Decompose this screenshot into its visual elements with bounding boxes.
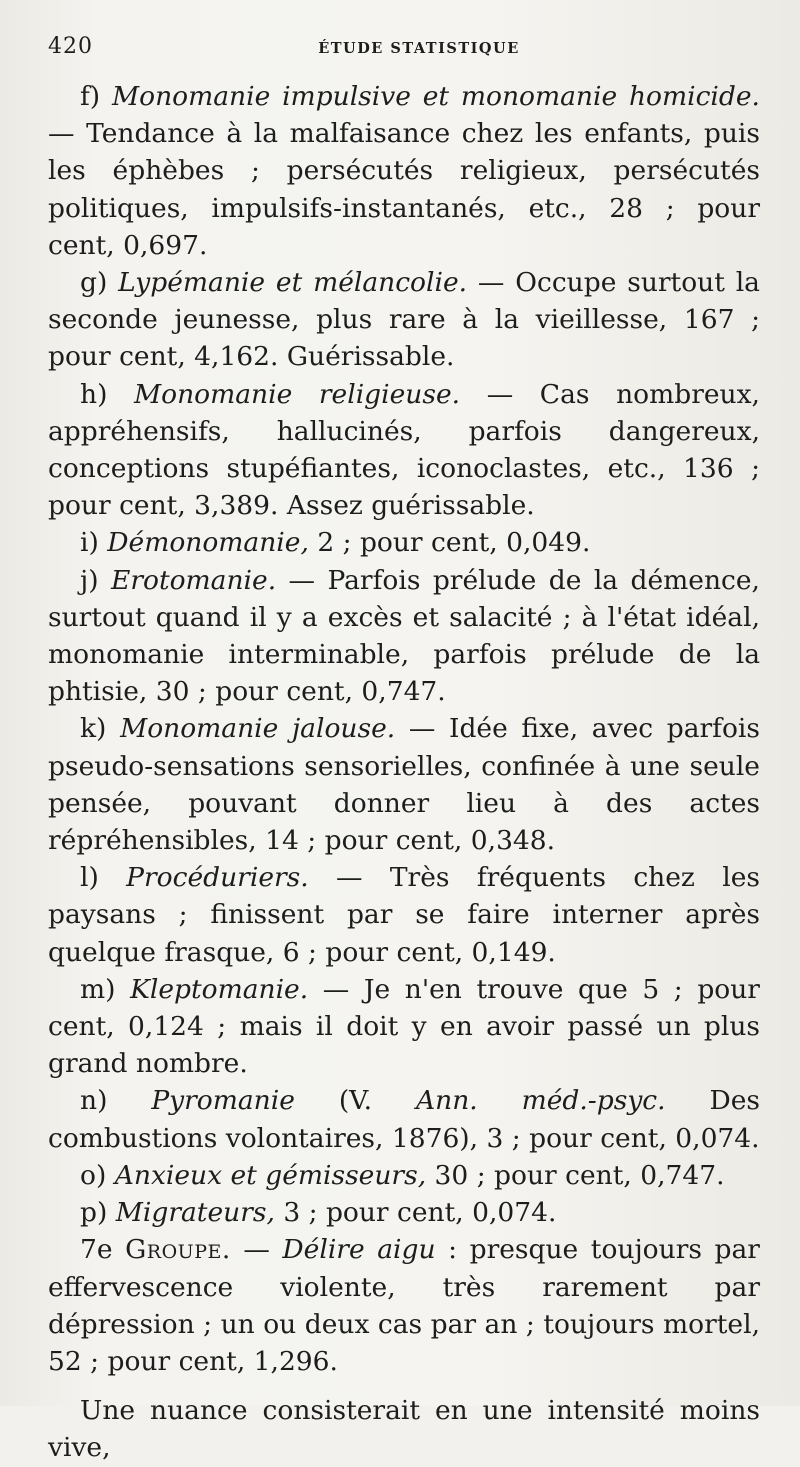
entry-h	[48, 376, 760, 525]
entry-marker: o)	[80, 1159, 107, 1191]
entry-p	[48, 1194, 760, 1231]
entry-marker: h)	[80, 378, 108, 410]
entry-body: : presque toujours par effervescence violente, très rarement par dépression ; un ou deux cas par an ; toujours mortel, 52 ; pour cent, 1,296.	[48, 1234, 760, 1377]
entry-title: Migrateurs,	[115, 1197, 275, 1229]
entry-n	[48, 1082, 760, 1156]
entry-title: Monomanie impulsive et monomanie homicide.	[111, 81, 760, 112]
entry-body: — Très fréquents chez les paysans ; finissent par se faire interner après quelque frasque, 6 ; pour cent, 0,149.	[48, 862, 760, 968]
entry-i	[48, 524, 760, 561]
entry-marker: i)	[80, 527, 99, 559]
entry-marker: g)	[80, 267, 108, 299]
group-label: Groupe.	[125, 1234, 231, 1266]
running-head: ÉTUDE STATISTIQUE	[318, 40, 520, 57]
entry-g	[48, 264, 760, 376]
page-number: 420	[48, 34, 93, 59]
entry-body: 3 ; pour cent, 0,074.	[274, 1197, 557, 1229]
body-text	[48, 78, 760, 1467]
entry-marker: k)	[80, 713, 107, 745]
entry-body: Des combustions volontaires, 1876), 3 ; pour cent, 0,074.	[48, 1085, 760, 1154]
group-7	[48, 1231, 760, 1380]
entry-marker: n)	[80, 1085, 108, 1117]
entry-body: 2 ; pour cent, 0,049.	[308, 527, 591, 559]
entry-body-pre: (V.	[294, 1085, 416, 1117]
entry-o	[48, 1157, 760, 1194]
entry-marker: m)	[80, 973, 116, 1005]
entry-marker: l)	[80, 862, 99, 894]
entry-j	[48, 562, 760, 711]
entry-k	[48, 710, 760, 859]
page-header	[48, 34, 760, 64]
entry-body: — Je n'en trouve que 5 ; pour cent, 0,124 ; mais il doit y en avoir passé un plus grand nombre.	[48, 973, 760, 1080]
entry-marker: p)	[80, 1197, 108, 1229]
entry-f	[48, 78, 760, 264]
closing-line: Une nuance consisterait en une intensité moins vive,	[48, 1395, 760, 1464]
entry-body: — Tendance à la malfaisance chez les enfants, puis les éphèbes ; persécutés religieux, persécutés politiques, impulsifs-instantanés, etc., 28 ; pour cent, 0,697.	[48, 118, 760, 261]
entry-marker: f)	[80, 81, 101, 112]
entry-m	[48, 971, 760, 1083]
entry-title: Procéduriers.	[126, 862, 309, 894]
entry-body: 30 ; pour cent, 0,747.	[426, 1159, 725, 1191]
entry-marker: j)	[80, 564, 99, 596]
entry-title: Lypémanie et mélancolie.	[118, 267, 468, 299]
entry-body: — Cas nombreux, appréhensifs, hallucinés, parfois dangereux, conceptions stupéfiantes, iconoclastes, etc., 136 ; pour cent, 3,389. Assez guérissable.	[48, 378, 760, 522]
entry-title: Délire aigu	[282, 1234, 436, 1266]
entry-body: — Parfois prélude de la démence, surtout quand il y a excès et salacité ; à l'état idéal, monomanie interminable, parfois prélude de la phtisie, 30 ; pour cent, 0,747.	[48, 564, 760, 708]
entry-title: Pyromanie	[151, 1085, 295, 1117]
entry-title: Anxieux et gémisseurs,	[114, 1159, 427, 1191]
entry-l	[48, 859, 760, 971]
entry-title: Monomanie jalouse.	[120, 713, 396, 745]
group-dash: —	[230, 1234, 283, 1266]
entry-body: — Idée fixe, avec parfois pseudo-sensations sensorielles, confinée à une seule pensée, pouvant donner lieu à des actes répréhensibles, 14 ; pour cent, 0,348.	[48, 713, 761, 857]
entry-body: — Occupe surtout la seconde jeunesse, plus rare à la vieillesse, 167 ; pour cent, 4,162. Guérissable.	[48, 267, 760, 373]
group-number: 7e	[80, 1234, 113, 1266]
entry-title: Kleptomanie.	[130, 973, 309, 1005]
journal-reference: Ann. méd.-psyc.	[416, 1085, 666, 1117]
entry-title: Monomanie religieuse.	[134, 378, 461, 410]
entry-title: Démonomanie,	[107, 527, 309, 559]
entry-title: Erotomanie.	[110, 564, 277, 596]
